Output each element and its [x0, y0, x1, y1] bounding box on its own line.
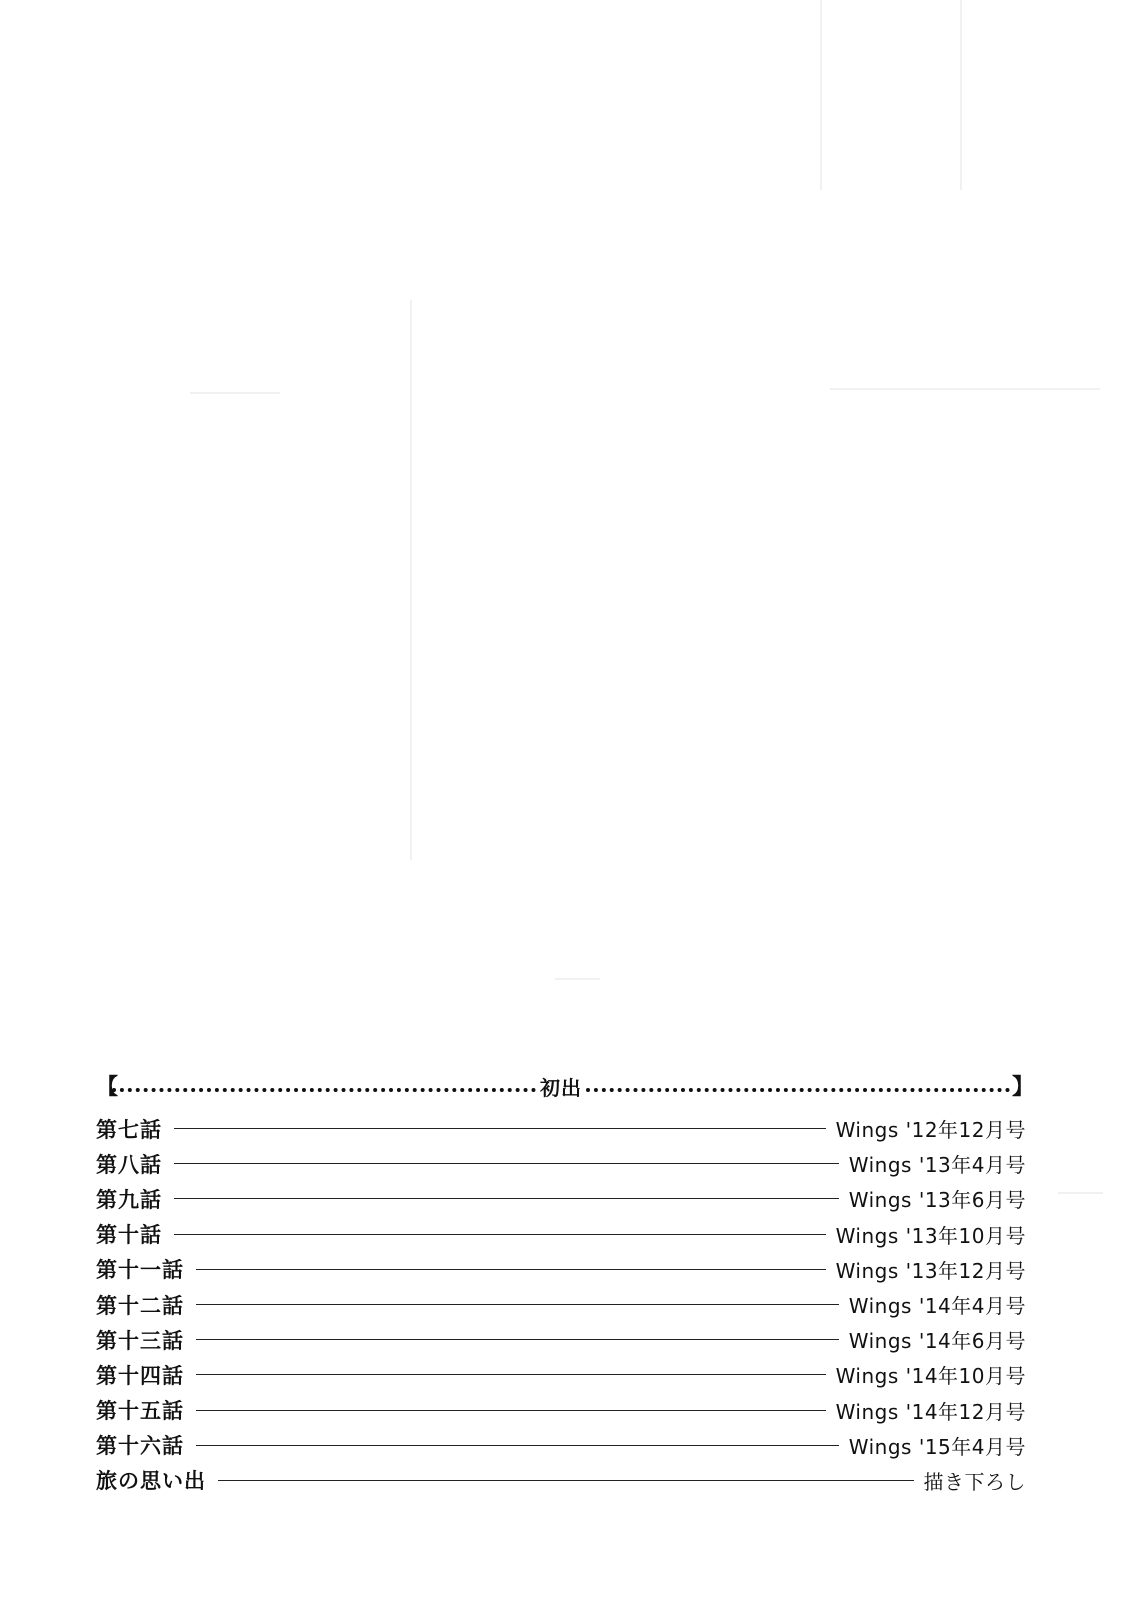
publication-source: Wings '14年4月号 [848, 1294, 1026, 1319]
credit-entry [96, 1111, 1026, 1146]
chapter-name: 第十三話 [96, 1328, 184, 1353]
scan-artifact [410, 300, 412, 860]
chapter-name: 第九話 [96, 1187, 162, 1212]
chapter-name: 第七話 [96, 1117, 162, 1142]
publication-source: Wings '15年4月号 [848, 1434, 1026, 1459]
credits-header [96, 1072, 1035, 1104]
publication-source: 描き下ろし [923, 1469, 1026, 1494]
scan-artifact [555, 978, 600, 980]
chapter-name: 第十六話 [96, 1434, 184, 1459]
credit-entry [96, 1181, 1026, 1216]
chapter-name: 第十一話 [96, 1258, 184, 1283]
credit-entry [96, 1428, 1026, 1463]
chapter-name: 第十五話 [96, 1399, 184, 1424]
publication-source: Wings '13年10月号 [835, 1223, 1026, 1248]
credit-entry [96, 1357, 1026, 1392]
publication-source: Wings '12年12月号 [835, 1118, 1026, 1143]
leader-line [196, 1339, 839, 1340]
leader-line [196, 1445, 839, 1446]
scan-artifact [830, 388, 1100, 390]
right-bracket: 】 [1012, 1075, 1035, 1100]
dotted-leader-right [586, 1088, 1010, 1092]
publication-source: Wings '13年12月号 [835, 1258, 1026, 1283]
leader-line [174, 1163, 839, 1164]
credit-entry [96, 1287, 1026, 1322]
leader-line [218, 1480, 914, 1481]
publication-source: Wings '13年6月号 [848, 1188, 1026, 1213]
chapter-name: 第十四話 [96, 1363, 184, 1388]
credit-entry [96, 1393, 1026, 1428]
chapter-name: 第十二話 [96, 1293, 184, 1318]
publication-source: Wings '14年10月号 [835, 1364, 1026, 1389]
scan-artifact [820, 0, 822, 190]
credit-entry [96, 1463, 1026, 1498]
scan-artifact [1058, 1192, 1103, 1194]
leader-line [174, 1198, 839, 1199]
credits-list [96, 1111, 1026, 1498]
credit-entry [96, 1322, 1026, 1357]
publication-source: Wings '13年4月号 [848, 1153, 1026, 1178]
chapter-name: 旅の思い出 [96, 1469, 206, 1494]
leader-line [196, 1374, 826, 1375]
credits-title: 初出 [540, 1076, 582, 1100]
leader-line [196, 1410, 826, 1411]
first-appearance-credits [96, 1072, 1035, 1498]
leader-line [174, 1234, 826, 1235]
publication-source: Wings '14年12月号 [835, 1399, 1026, 1424]
leader-line [174, 1128, 826, 1129]
credit-entry [96, 1252, 1026, 1287]
chapter-name: 第十話 [96, 1223, 162, 1248]
scan-artifact [190, 392, 280, 394]
leader-line [196, 1304, 839, 1305]
dotted-leader-left [112, 1088, 536, 1092]
publication-source: Wings '14年6月号 [848, 1329, 1026, 1354]
chapter-name: 第八話 [96, 1152, 162, 1177]
leader-line [196, 1269, 826, 1270]
left-bracket: 【 [96, 1075, 119, 1100]
scan-artifact [960, 0, 962, 190]
credit-entry [96, 1146, 1026, 1181]
credit-entry [96, 1217, 1026, 1252]
